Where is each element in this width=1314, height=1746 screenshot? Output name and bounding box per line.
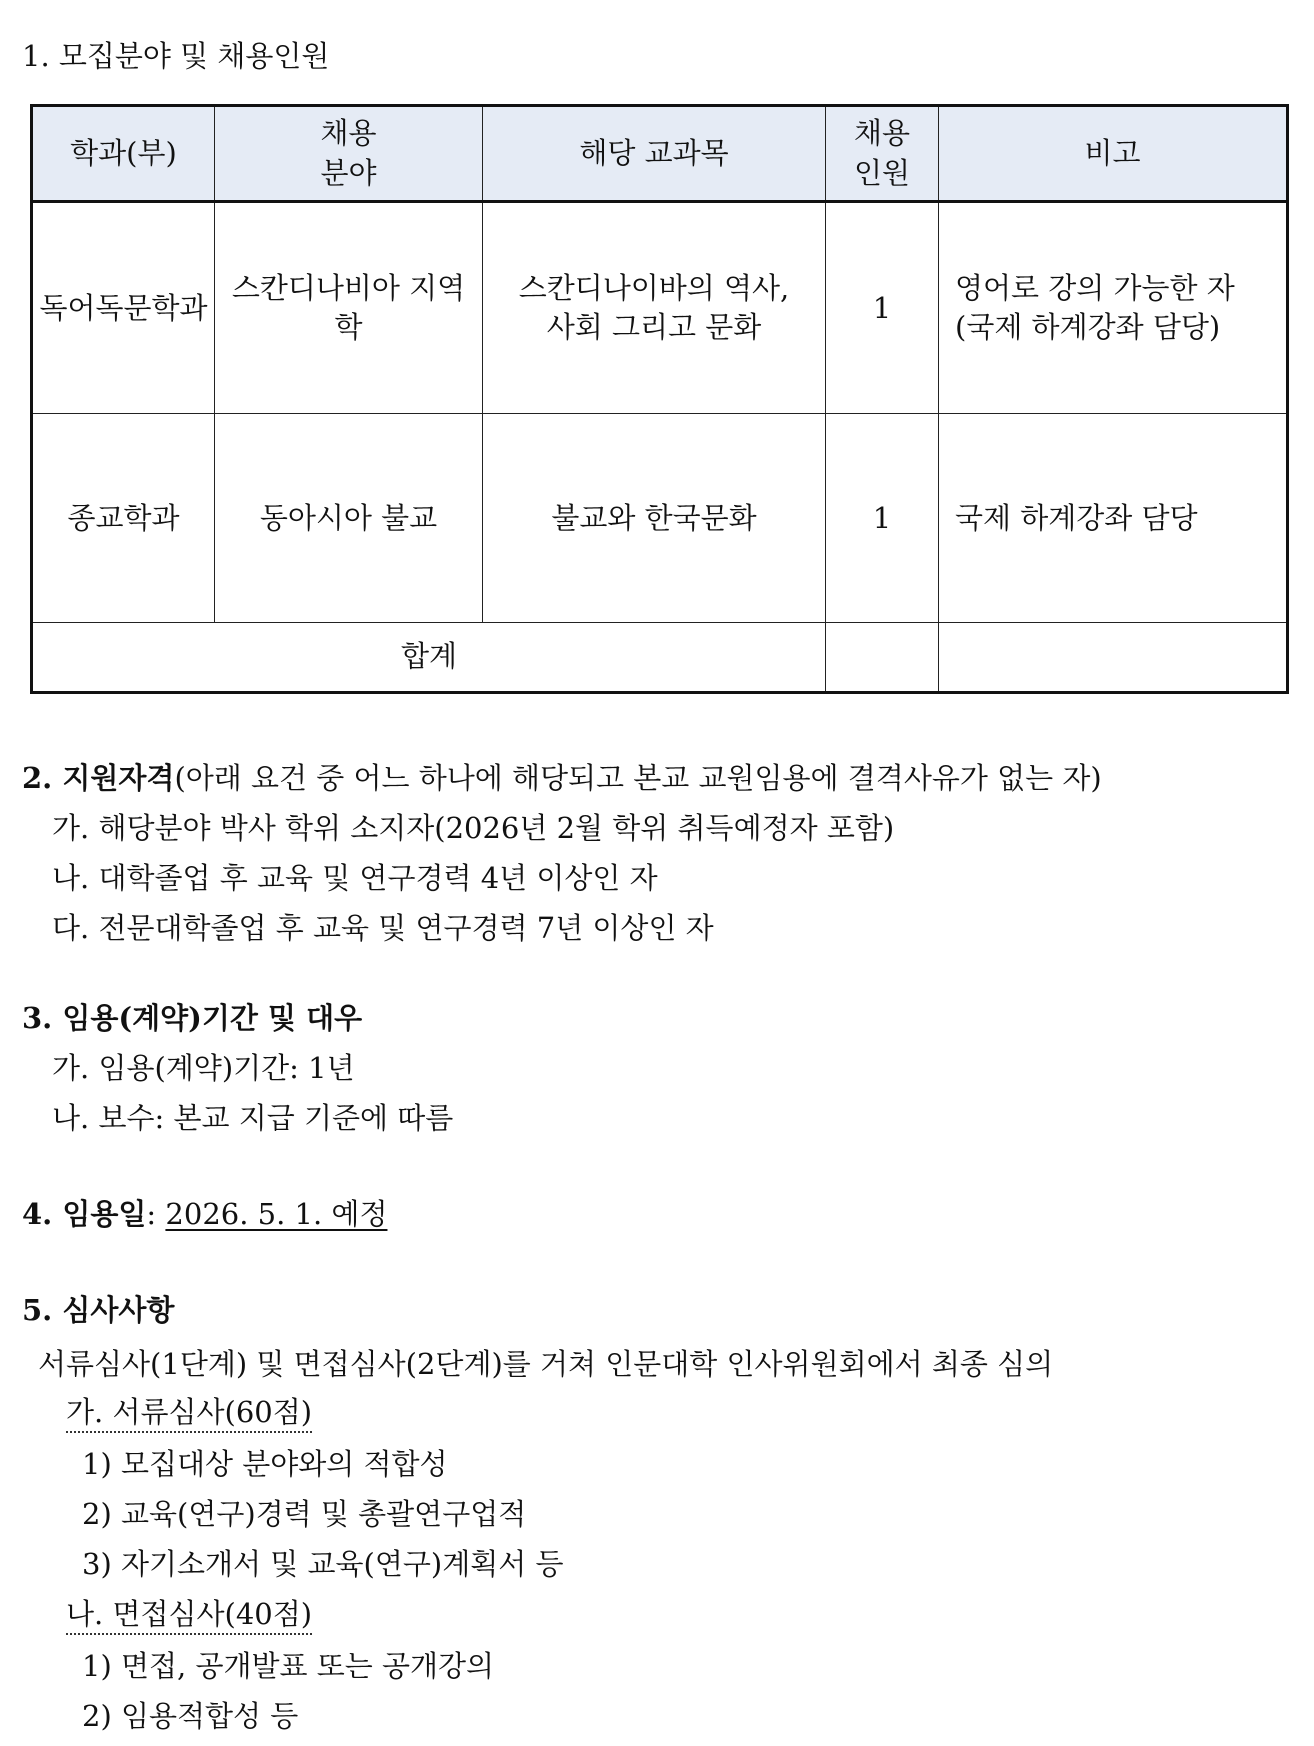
- section-1-title: 1. 모집분야 및 채용인원: [22, 39, 330, 73]
- cell-note: [939, 202, 1288, 414]
- list-item: 2) 교육(연구)경력 및 총괄연구업적: [82, 1497, 527, 1531]
- list-item: 가. 임용(계약)기간: 1년: [52, 1051, 355, 1085]
- cell-dept: 독어독문학과: [32, 202, 215, 414]
- total-note: [939, 622, 1288, 692]
- appointment-date: 2026. 5. 1. 예정: [165, 1197, 388, 1231]
- cell-count: 1: [826, 202, 939, 414]
- list-item: 가. 해당분야 박사 학위 소지자(2026년 2월 학위 취득예정자 포함): [52, 811, 895, 845]
- total-count: [826, 622, 939, 692]
- table-row: [32, 202, 1288, 414]
- cell-subject: [483, 202, 826, 414]
- list-item: 1) 면접, 공개발표 또는 공개강의: [82, 1649, 495, 1683]
- header-count-line2: 인원: [853, 155, 911, 190]
- cell-subject-line1: 스칸디나이바의 역사,: [518, 271, 790, 306]
- cell-field: 동아시아 불교: [215, 414, 483, 622]
- list-item: 2) 임용적합성 등: [82, 1699, 299, 1733]
- header-subject: 해당 교과목: [483, 106, 826, 202]
- header-field: [215, 106, 483, 202]
- list-item: 3) 자기소개서 및 교육(연구)계획서 등: [82, 1547, 564, 1581]
- header-field-line1: 채용: [320, 116, 377, 151]
- total-label: 합계: [32, 622, 826, 692]
- header-field-line2: 분야: [320, 155, 377, 190]
- subsection-b-title: 나. 면접심사(40점): [66, 1600, 312, 1629]
- section-2-condition: (아래 요건 중 어느 하나에 해당되고 본교 교원임용에 결격사유가 없는 자): [174, 761, 1102, 795]
- cell-field: 스칸디나비아 지역학: [215, 202, 483, 414]
- recruitment-table: [30, 104, 1289, 694]
- table-total-row: [32, 622, 1288, 692]
- section-5-title: 5. 심사사항: [22, 1293, 175, 1327]
- cell-subject: 불교와 한국문화: [483, 414, 826, 622]
- list-item: 나. 보수: 본교 지급 기준에 따름: [52, 1101, 454, 1135]
- header-count-line1: 채용: [853, 116, 911, 151]
- list-item: 1) 모집대상 분야와의 적합성: [82, 1447, 448, 1481]
- section-3-title: 3. 임용(계약)기간 및 대우: [22, 1001, 363, 1035]
- subsection-a-title: 가. 서류심사(60점): [66, 1398, 312, 1427]
- section-4-colon: :: [146, 1197, 157, 1231]
- list-item: 나. 대학졸업 후 교육 및 연구경력 4년 이상인 자: [52, 861, 658, 895]
- section-2-title: [22, 761, 1102, 795]
- header-count: [826, 106, 939, 202]
- table-header-row: [32, 106, 1288, 202]
- cell-note-line1: 영어로 강의 가능한 자: [955, 271, 1235, 306]
- cell-subject-line2: 사회 그리고 문화: [546, 310, 762, 345]
- cell-dept: 종교학과: [32, 414, 215, 622]
- section-4-label: 4. 임용일: [22, 1197, 147, 1231]
- table-row: [32, 414, 1288, 622]
- section-2-heading: 2. 지원자격: [22, 761, 175, 795]
- cell-count: 1: [826, 414, 939, 622]
- cell-note-line2: (국제 하계강좌 담당): [955, 310, 1221, 345]
- header-note: 비고: [939, 106, 1288, 202]
- header-dept: 학과(부): [32, 106, 215, 202]
- section-5-intro: 서류심사(1단계) 및 면접심사(2단계)를 거쳐 인문대학 인사위원회에서 최종 심의: [38, 1347, 1054, 1381]
- section-4-line: [22, 1197, 388, 1231]
- list-item: 다. 전문대학졸업 후 교육 및 연구경력 7년 이상인 자: [52, 911, 714, 945]
- cell-note: 국제 하계강좌 담당: [939, 414, 1288, 622]
